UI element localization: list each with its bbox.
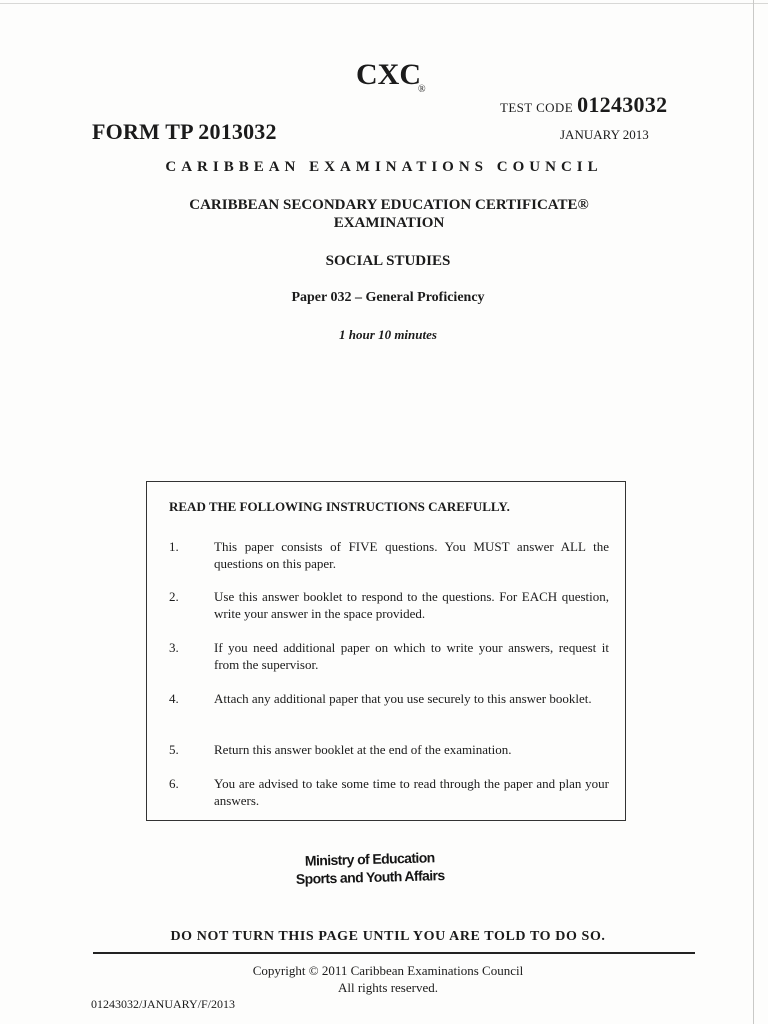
instruction-text: You are advised to take some time to read through the paper and plan your answers. [214, 776, 609, 808]
paper-title: Paper 032 – General Proficiency [291, 290, 485, 305]
instruction-text: Use this answer booklet to respond to the questions. For EACH question, write your answer in the space provided. [214, 589, 609, 621]
test-code-value: 01243032 [577, 92, 668, 117]
instruction-number: 4. [169, 691, 179, 706]
instruction-number: 3. [169, 640, 179, 655]
instruction-number: 6. [169, 776, 179, 791]
test-code-label: TEST CODE [500, 100, 574, 115]
copyright-line: Copyright © 2011 Caribbean Examinations Council [252, 963, 524, 978]
document-code: 01243032/JANUARY/F/2013 [91, 997, 236, 1011]
certificate-title [0, 196, 768, 232]
instruction-number: 2. [169, 589, 179, 604]
exam-duration: 1 hour 10 minutes [339, 327, 437, 342]
ministry-stamp-line1: Ministry of Education [304, 849, 435, 869]
cxc-logo-text: CXC [356, 58, 421, 91]
copyright-notice [0, 962, 768, 996]
instruction-text: If you need additional paper on which to write your answers, request it from the supervisor. [214, 640, 609, 672]
certificate-title-line1: CARIBBEAN SECONDARY EDUCATION CERTIFICATE® [189, 197, 589, 213]
instruction-number: 1. [169, 539, 179, 554]
instruction-text: Attach any additional paper that you use securely to this answer booklet. [214, 691, 592, 706]
page-right-edge [753, 0, 754, 1024]
subject-title: SOCIAL STUDIES [325, 253, 451, 269]
form-number: FORM TP 2013032 [92, 119, 277, 144]
rights-line: All rights reserved. [337, 980, 438, 995]
footer-divider [93, 952, 695, 954]
instruction-text: This paper consists of FIVE questions. You MUST answer ALL the questions on this paper. [214, 539, 609, 571]
instruction-number: 5. [169, 742, 179, 757]
certificate-title-line2: EXAMINATION [333, 215, 445, 231]
ministry-stamp-line2: Sports and Youth Affairs [295, 867, 445, 887]
instructions-box [146, 481, 626, 821]
test-code [500, 92, 667, 118]
exam-date: JANUARY 2013 [560, 127, 649, 142]
council-name: CARIBBEAN EXAMINATIONS COUNCIL [165, 159, 603, 175]
page-top-edge [0, 3, 768, 4]
instruction-text: Return this answer booklet at the end of the examination. [214, 742, 512, 757]
ministry-stamp [0, 840, 740, 895]
cxc-logo [354, 54, 434, 104]
registered-mark: ® [418, 84, 426, 95]
instructions-heading: READ THE FOLLOWING INSTRUCTIONS CAREFULLY. [169, 499, 510, 514]
do-not-turn-warning: DO NOT TURN THIS PAGE UNTIL YOU ARE TOLD TO DO SO. [170, 929, 606, 944]
